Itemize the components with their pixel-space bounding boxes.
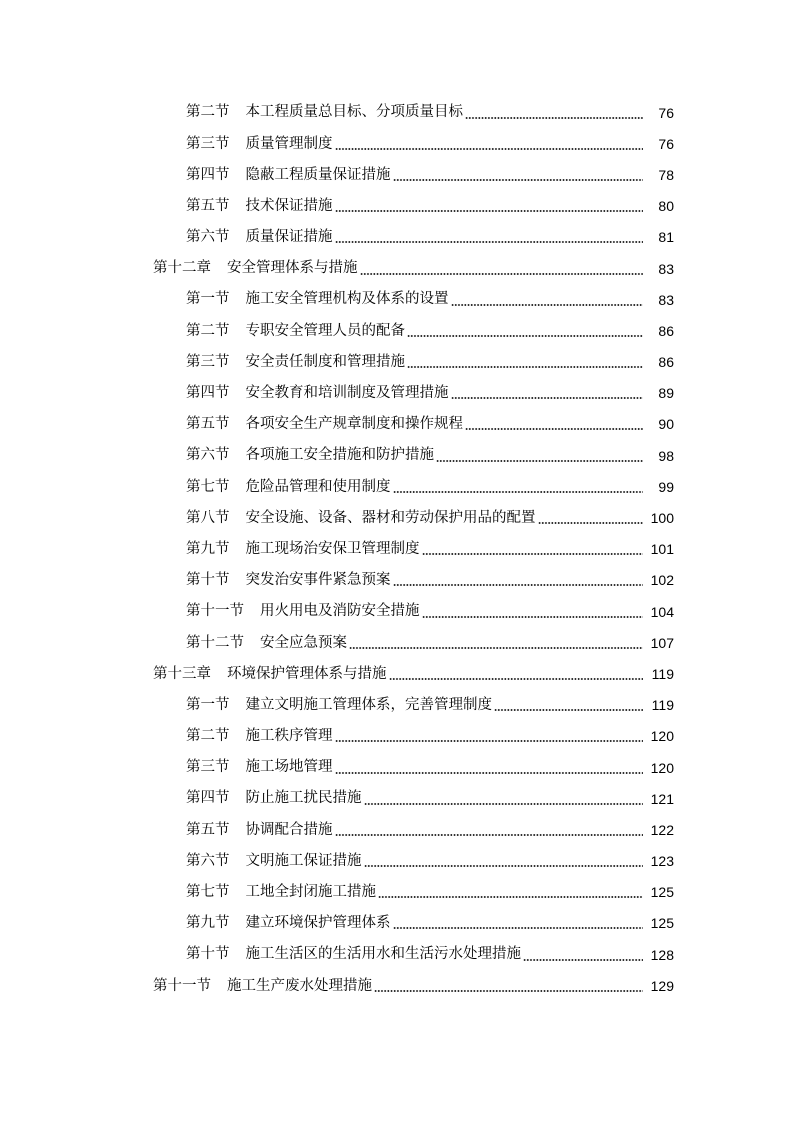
- toc-entry-title: 安全教育和培训制度及管理措施: [245, 385, 449, 402]
- toc-page-number: 129: [650, 977, 674, 994]
- toc-section-entry[interactable]: [0, 752, 793, 783]
- toc-section-entry[interactable]: [0, 690, 793, 721]
- toc-entry-number: 第五节: [186, 821, 230, 838]
- toc-entry-title: 文明施工保证措施: [245, 852, 362, 869]
- toc-page-number: 125: [650, 884, 674, 901]
- toc-dot-leader: [451, 304, 644, 306]
- toc-dot-leader: [494, 709, 643, 711]
- toc-section-entry[interactable]: [0, 284, 793, 315]
- toc-section-entry[interactable]: [0, 378, 793, 409]
- toc-entry-number: 第六节: [186, 447, 230, 464]
- toc-entry-number: 第十节: [186, 572, 230, 589]
- toc-dot-leader: [422, 553, 644, 555]
- toc-entry-number: 第四节: [186, 166, 230, 183]
- toc-entry-title: 安全责任制度和管理措施: [245, 353, 405, 370]
- toc-dot-leader: [335, 834, 644, 836]
- toc-entry-number: 第五节: [186, 197, 230, 214]
- toc-dot-leader: [335, 210, 644, 212]
- toc-entry-number: 第五节: [186, 416, 230, 433]
- toc-dot-leader: [374, 990, 643, 992]
- toc-entry-number: 第九节: [186, 915, 230, 932]
- toc-section-entry[interactable]: [0, 97, 793, 128]
- toc-entry-title: 施工生活区的生活用水和生活污水处理措施: [245, 946, 521, 963]
- toc-dot-leader: [538, 522, 644, 524]
- toc-dot-leader: [393, 491, 644, 493]
- toc-section-entry[interactable]: [0, 877, 793, 908]
- toc-dot-leader: [422, 616, 644, 618]
- toc-section-entry[interactable]: [0, 627, 793, 658]
- toc-entry-number: 第一节: [186, 291, 230, 308]
- toc-section-entry[interactable]: [0, 440, 793, 471]
- toc-entry-title: 施工生产废水处理措施: [227, 977, 372, 994]
- toc-page-number: 120: [650, 728, 674, 745]
- toc-dot-leader: [407, 335, 643, 337]
- toc-entry-title: 防止施工扰民措施: [245, 790, 362, 807]
- toc-entry-number: 第四节: [186, 385, 230, 402]
- toc-section-entry[interactable]: [0, 846, 793, 877]
- toc-page-number: 89: [658, 385, 674, 402]
- toc-section-entry[interactable]: [0, 565, 793, 596]
- toc-page-number: 122: [650, 821, 674, 838]
- toc-entry-title: 施工现场治安保卫管理制度: [245, 540, 420, 557]
- toc-entry-title: 施工安全管理机构及体系的设置: [245, 291, 449, 308]
- toc-entry-title: 施工秩序管理: [245, 728, 333, 745]
- toc-entry-number: 第六节: [186, 852, 230, 869]
- toc-entry-title: 质量管理制度: [245, 135, 333, 152]
- toc-dot-leader: [360, 273, 644, 275]
- toc-entry-number: 第四节: [186, 790, 230, 807]
- toc-entry-title: 安全管理体系与措施: [227, 260, 358, 277]
- toc-entry-number: 第十节: [186, 946, 230, 963]
- toc-section-entry[interactable]: [0, 159, 793, 190]
- toc-page-number: 83: [658, 291, 674, 308]
- toc-entry-title: 各项安全生产规章制度和操作规程: [245, 416, 463, 433]
- toc-page-number: 128: [650, 946, 674, 963]
- table-of-contents: [0, 97, 793, 1001]
- toc-dot-leader: [364, 803, 644, 805]
- toc-page-number: 86: [658, 354, 674, 371]
- toc-page-number: 123: [650, 853, 674, 870]
- toc-entry-title: 隐蔽工程质量保证措施: [245, 166, 391, 183]
- toc-page-number: 119: [651, 697, 674, 714]
- toc-section-entry[interactable]: [0, 471, 793, 502]
- toc-entry-number: 第七节: [186, 478, 230, 495]
- toc-dot-leader: [389, 678, 644, 680]
- toc-entry-number: 第三节: [186, 353, 230, 370]
- toc-section-entry[interactable]: [0, 908, 793, 939]
- toc-page-number: 80: [658, 198, 674, 215]
- toc-page-number: 76: [658, 135, 674, 152]
- toc-entry-title: 安全应急预案: [260, 634, 347, 651]
- toc-page-number: 98: [658, 447, 674, 464]
- toc-page-number: 101: [650, 541, 674, 558]
- toc-entry-number: 第十三章: [153, 665, 211, 682]
- toc-section-entry[interactable]: [0, 409, 793, 440]
- toc-entry-title: 危险品管理和使用制度: [245, 478, 391, 495]
- toc-entry-number: 第二节: [186, 728, 230, 745]
- toc-dot-leader: [436, 460, 643, 462]
- toc-entry-number: 第六节: [186, 229, 230, 246]
- toc-dot-leader: [407, 366, 643, 368]
- toc-entry-number: 第八节: [186, 509, 230, 526]
- toc-page-number: 125: [650, 915, 674, 932]
- toc-chapter-entry[interactable]: [0, 658, 793, 689]
- toc-entry-number: 第三节: [186, 135, 230, 152]
- toc-section-entry[interactable]: [0, 347, 793, 378]
- toc-section-entry[interactable]: [0, 534, 793, 565]
- toc-page-number: 100: [650, 510, 674, 527]
- toc-section-entry[interactable]: [0, 502, 793, 533]
- toc-entry-title: 安全设施、设备、器材和劳动保护用品的配置: [245, 509, 536, 526]
- toc-entry-title: 各项施工安全措施和防护措施: [245, 447, 434, 464]
- toc-entry-number: 第七节: [186, 884, 230, 901]
- toc-entry-number: 第十二章: [153, 260, 211, 277]
- toc-dot-leader: [393, 927, 644, 929]
- toc-dot-leader: [335, 740, 644, 742]
- toc-entry-title: 专职安全管理人员的配备: [245, 322, 405, 339]
- toc-dot-leader: [349, 647, 643, 649]
- toc-entry-title: 用火用电及消防安全措施: [260, 603, 420, 620]
- toc-dot-leader: [378, 896, 643, 898]
- toc-page-number: 121: [650, 790, 674, 807]
- toc-dot-leader: [393, 584, 644, 586]
- toc-page-number: 104: [650, 603, 674, 620]
- toc-page-number: 102: [650, 572, 674, 589]
- toc-chapter-entry[interactable]: [0, 253, 793, 284]
- toc-section-entry[interactable]: [0, 191, 793, 222]
- toc-dot-leader: [451, 397, 644, 399]
- toc-entry-title: 技术保证措施: [245, 197, 333, 214]
- toc-page-number: 78: [658, 166, 674, 183]
- toc-section-entry[interactable]: [0, 128, 793, 159]
- toc-section-entry[interactable]: [0, 721, 793, 752]
- toc-page-number: 76: [658, 104, 674, 121]
- toc-entry-number: 第九节: [186, 540, 230, 557]
- toc-dot-leader: [393, 179, 644, 181]
- toc-section-entry[interactable]: [0, 939, 793, 970]
- toc-dot-leader: [465, 117, 643, 119]
- toc-entry-title: 建立环境保护管理体系: [245, 915, 391, 932]
- toc-entry-number: 第二节: [186, 104, 230, 121]
- toc-entry-number: 第三节: [186, 759, 230, 776]
- toc-page-number: 107: [650, 634, 674, 651]
- toc-entry-title: 质量保证措施: [245, 229, 333, 246]
- toc-page-number: 119: [651, 665, 674, 682]
- toc-entry-title: 建立文明施工管理体系，完善管理制度: [245, 696, 492, 713]
- toc-section-entry[interactable]: [0, 222, 793, 253]
- toc-page-number: 99: [658, 478, 674, 495]
- toc-section-entry[interactable]: [0, 315, 793, 346]
- toc-entry-title: 本工程质量总目标、分项质量目标: [245, 104, 463, 121]
- toc-page-number: 81: [658, 229, 674, 246]
- toc-section-entry[interactable]: [0, 596, 793, 627]
- toc-entry-title: 协调配合措施: [245, 821, 333, 838]
- toc-entry-number: 第十二节: [186, 634, 244, 651]
- toc-section-entry[interactable]: [0, 814, 793, 845]
- toc-entry-title: 施工场地管理: [245, 759, 333, 776]
- toc-entry-title: 工地全封闭施工措施: [245, 884, 376, 901]
- toc-page-number: 90: [658, 416, 674, 433]
- toc-entry-number: 第十一节: [153, 977, 211, 994]
- toc-entry-number: 第一节: [186, 696, 230, 713]
- toc-dot-leader: [523, 959, 643, 961]
- toc-section-entry[interactable]: [0, 783, 793, 814]
- toc-page-number: 120: [650, 759, 674, 776]
- toc-entry-title: 环境保护管理体系与措施: [227, 665, 387, 682]
- toc-dot-leader: [465, 428, 643, 430]
- toc-entry-title: 突发治安事件紧急预案: [245, 572, 391, 589]
- toc-chapter-entry[interactable]: [0, 970, 793, 1001]
- toc-dot-leader: [364, 865, 644, 867]
- toc-entry-number: 第二节: [186, 322, 230, 339]
- toc-dot-leader: [335, 772, 644, 774]
- toc-dot-leader: [335, 148, 644, 150]
- toc-page-number: 83: [658, 260, 674, 277]
- toc-dot-leader: [335, 241, 644, 243]
- toc-page-number: 86: [658, 322, 674, 339]
- toc-entry-number: 第十一节: [186, 603, 244, 620]
